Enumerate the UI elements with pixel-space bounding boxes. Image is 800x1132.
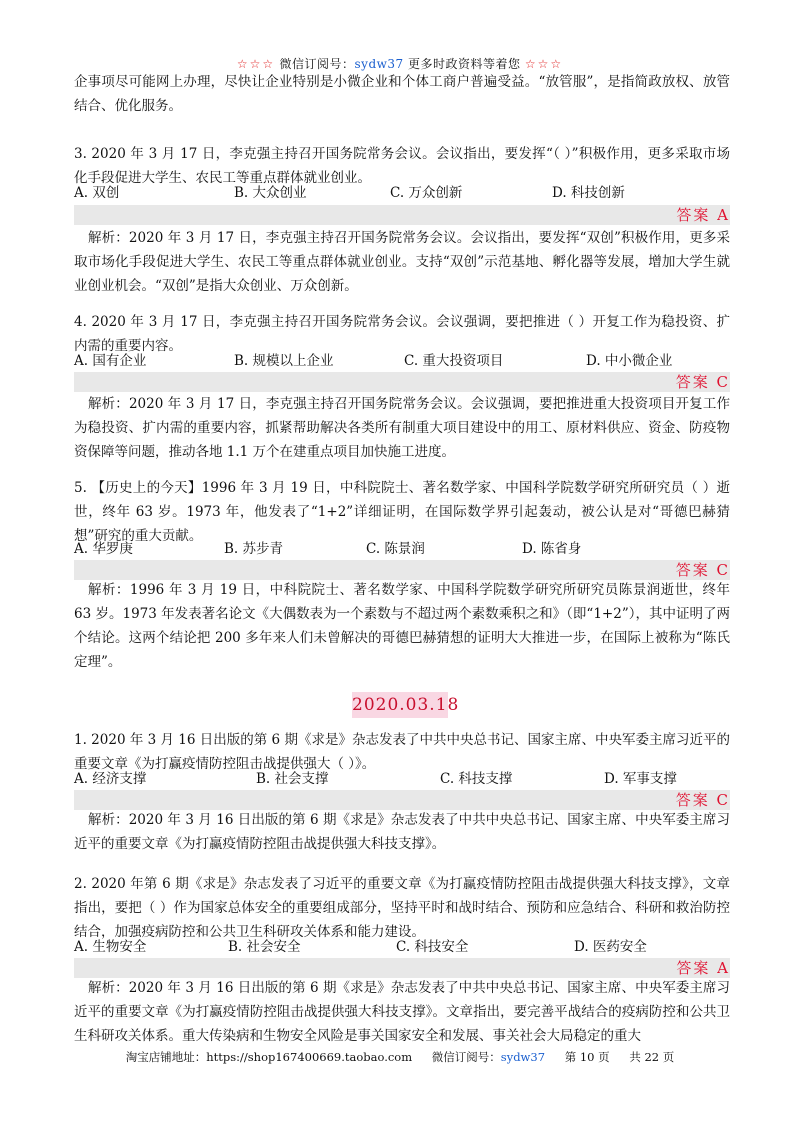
question-stem: 4. 2020 年 3 月 17 日，李克强主持召开国务院常务会议。会议强调，要把推进（ ）开复工作为稳投资、扩内需的重要内容。 (74, 314, 730, 354)
option: D. 中小微企业 (586, 353, 673, 369)
star-decoration-left: ☆☆☆ (236, 57, 276, 71)
answer-bar: 答案 A (74, 205, 730, 225)
option: B. 苏步青 (224, 541, 284, 557)
question-stem: 3. 2020 年 3 月 17 日，李克强主持召开国务院常务会议。会议指出，要发挥“（ ）”积极作用，更多采取市场化手段促进大学生、农民工等重点群体就业创业。 (74, 146, 730, 186)
analysis-paragraph: 解析：2020 年 3 月 17 日，李克强主持召开国务院常务会议。会议强调，要把推进重大投资项目开复工作为稳投资、扩内需的重要内容，抓紧帮助解决各类所有制重大项目建设中的用工、原材料供应、资金、防疫物资保障等问题，推动各地 1.1 万个在建重点项目加快施工进度。 (74, 396, 730, 460)
footer-wechat (432, 1050, 545, 1064)
date-heading: 2020.03.18 (352, 692, 448, 718)
analysis-paragraph: 解析：2020 年 3 月 16 日出版的第 6 期《求是》杂志发表了中共中央总书记、国家主席、中央军委主席习近平的重要文章《为打赢疫情防控阻击战提供强大科技支撑》。 (74, 812, 730, 852)
option: B. 大众创业 (234, 185, 307, 201)
page-footer (0, 1049, 800, 1065)
header-suffix: 更多时政资料等着您 (408, 57, 521, 71)
option-row (74, 936, 730, 958)
option: A. 经济支撑 (74, 771, 147, 787)
footer-page-total: 共 22 页 (629, 1050, 675, 1064)
star-decoration-right: ☆☆☆ (524, 57, 564, 71)
option: C. 万众创新 (390, 185, 463, 201)
option: D. 陈省身 (522, 541, 582, 557)
option: A. 华罗庚 (74, 541, 133, 557)
option-row (74, 182, 730, 204)
option: C. 科技安全 (396, 939, 469, 955)
option-row (74, 768, 730, 790)
question-stem: 5. 【历史上的今天】1996 年 3 月 19 日，中科院院士、著名数学家、中国科学院数学研究所研究员（ ）逝世，终年 63 岁。1973 年，他发表了“1+2”详细证明，在国际数学界引起轰动，被公认是对“哥德巴赫猜想”研究的重大贡献。 (74, 480, 730, 544)
footer-shop (126, 1050, 412, 1064)
analysis-paragraph: 解析：2020 年 3 月 17 日，李克强主持召开国务院常务会议。会议指出，要发挥“双创”积极作用，更多采取市场化手段促进大学生、农民工等重点群体就业创业。支持“双创”示范基地、孵化器等发展，增加大学生就业创业机会。“双创”是指大众创业、万众创新。 (74, 230, 730, 294)
analysis-paragraph: 解析：1996 年 3 月 19 日，中科院院士、著名数学家、中国科学院数学研究所研究员陈景润逝世，终年 63 岁。1973 年发表著名论文《大偶数表为一个素数与不超过两个素数乘积之和》（即“1+2”），其中证明了两个结论。这两个结论把 200 多年来人们未曾解决的哥德巴赫猜想的证明大大推进一步，在国际上被称为“陈氏定理”。 (74, 582, 730, 670)
answer-bar: 答案 C (74, 790, 730, 810)
option: C. 陈景润 (366, 541, 425, 557)
footer-page-number: 第 10 页 (564, 1050, 610, 1064)
footer-shop-label: 淘宝店铺地址： (125, 1050, 207, 1064)
option: B. 规模以上企业 (234, 353, 334, 369)
header-label: 微信订阅号： (279, 57, 355, 71)
header-account: sydw37 (354, 57, 404, 71)
option: D. 医药安全 (574, 939, 647, 955)
option: A. 国有企业 (74, 353, 147, 369)
analysis-paragraph: 解析：2020 年 3 月 16 日出版的第 6 期《求是》杂志发表了中共中央总书记、国家主席、中央军委主席习近平的重要文章《为打赢疫情防控阻击战提供强大科技支撑》。文章指出，要完善平战结合的疫病防控和公共卫生科研攻关体系。重大传染病和生物安全风险是事关国家安全和发展、事关社会大局稳定的重大 (74, 980, 730, 1044)
footer-wechat-account: sydw37 (500, 1050, 546, 1064)
option: C. 科技支撑 (440, 771, 513, 787)
option: D. 军事支撑 (604, 771, 677, 787)
option: B. 社会支撑 (256, 771, 329, 787)
footer-shop-link[interactable]: https://shop167400669.taobao.com (206, 1050, 413, 1064)
option: A. 生物安全 (74, 939, 147, 955)
answer-bar: 答案 C (74, 372, 730, 392)
option: B. 社会安全 (228, 939, 301, 955)
option: C. 重大投资项目 (404, 353, 504, 369)
option: A. 双创 (74, 185, 120, 201)
option: D. 科技创新 (552, 185, 625, 201)
question-stem: 2. 2020 年第 6 期《求是》杂志发表了习近平的重要文章《为打赢疫情防控阻击战提供强大科技支撑》，文章指出，要把（ ）作为国家总体安全的重要组成部分，坚持平时和战时结合、预防和应急结合、科研和救治防控结合，加强疫病防控和公共卫生科研攻关体系和能力建设。 (74, 876, 730, 940)
answer-bar: 答案 C (74, 560, 730, 580)
question-stem: 1. 2020 年 3 月 16 日出版的第 6 期《求是》杂志发表了中共中央总书记、国家主席、中央军委主席习近平的重要文章《为打赢疫情防控阻击战提供强大（ ）》。 (74, 732, 730, 772)
option-row (74, 538, 730, 560)
answer-bar: 答案 A (74, 958, 730, 978)
option-row (74, 350, 730, 372)
intro-paragraph: 企事项尽可能网上办理，尽快让企业特别是小微企业和个体工商户普遍受益。“放管服”，是指简政放权、放管结合、优化服务。 (74, 74, 730, 114)
footer-wechat-label: 微信订阅号： (431, 1050, 501, 1064)
